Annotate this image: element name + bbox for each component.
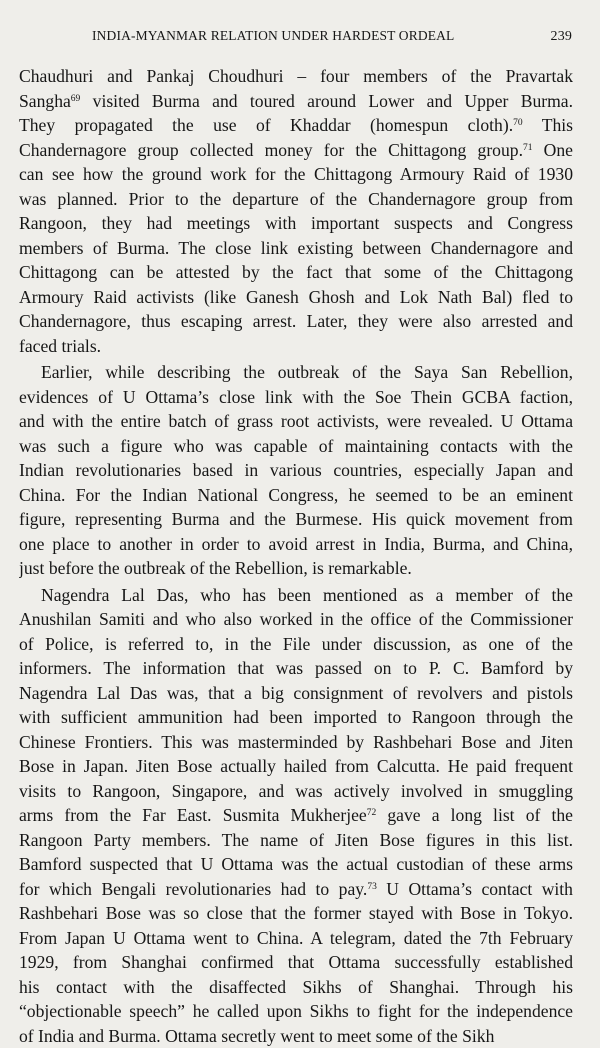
text-line bbox=[19, 730, 573, 755]
paragraph bbox=[19, 583, 573, 1048]
text-line bbox=[19, 385, 573, 410]
line-text: visits to Rangoon, Singapore, and was actively involved in smuggling bbox=[19, 781, 573, 801]
text-line bbox=[19, 64, 573, 89]
line-text: Bose in Japan. Jiten Bose actually hailed from Calcutta. He paid frequent bbox=[19, 756, 573, 776]
text-line bbox=[19, 483, 573, 508]
line-text: was planned. Prior to the departure of the Chandernagore group from bbox=[19, 189, 573, 209]
text-line bbox=[19, 113, 573, 138]
text-line bbox=[19, 852, 573, 877]
paragraph bbox=[19, 360, 573, 581]
text-line bbox=[19, 681, 573, 706]
line-text: From Japan U Ottama went to China. A telegram, dated the 7th February bbox=[19, 928, 573, 948]
line-text: Rashbehari Bose was so close that the former stayed with Bose in Tokyo. bbox=[19, 903, 573, 923]
line-text: Nagendra Lal Das was, that a big consignment of revolvers and pistols bbox=[19, 683, 573, 703]
line-text: Chittagong can be attested by the fact that some of the Chittagong bbox=[19, 262, 573, 282]
line-text: China. For the Indian National Congress, he seemed to be an eminent bbox=[19, 485, 573, 505]
text-line bbox=[19, 975, 573, 1000]
line-text: Indian revolutionaries based in various countries, especially Japan and bbox=[19, 460, 573, 480]
body-text bbox=[19, 64, 573, 1048]
line-text: Rangoon Party members. The name of Jiten Bose figures in this list. bbox=[19, 830, 573, 850]
line-text: for which Bengali revolutionaries had to pay. bbox=[19, 879, 367, 899]
text-line bbox=[19, 632, 573, 657]
text-line bbox=[19, 950, 573, 975]
text-line bbox=[19, 138, 573, 163]
line-text: can see how the ground work for the Chittagong Armoury Raid of 1930 bbox=[19, 164, 573, 184]
text-line bbox=[19, 754, 573, 779]
text-line bbox=[19, 532, 573, 557]
line-text: This bbox=[523, 115, 573, 135]
text-line bbox=[19, 360, 573, 385]
line-text: Nagendra Lal Das, who has been mentioned as a member of the bbox=[41, 585, 573, 605]
text-line bbox=[19, 285, 573, 310]
footnote-ref: 70 bbox=[513, 118, 523, 128]
line-text: Armoury Raid activists (like Ganesh Ghosh and Lok Nath Bal) fled to bbox=[19, 287, 573, 307]
line-text: and with the entire batch of grass root activists, were revealed. U Ottama bbox=[19, 411, 573, 431]
text-line bbox=[19, 236, 573, 261]
line-text: evidences of U Ottama’s close link with the Soe Thein GCBA faction, bbox=[19, 387, 573, 407]
line-text: 1929, from Shanghai confirmed that Ottama successfully established bbox=[19, 952, 573, 972]
page-header bbox=[92, 28, 572, 45]
text-line bbox=[19, 434, 573, 459]
text-line bbox=[19, 877, 573, 902]
line-text: Sangha bbox=[19, 91, 71, 111]
text-line bbox=[19, 334, 573, 359]
text-line bbox=[19, 1024, 573, 1048]
line-text: Chandernagore, thus escaping arrest. Later, they were also arrested and bbox=[19, 311, 573, 331]
text-line bbox=[19, 260, 573, 285]
line-text: Anushilan Samiti and who also worked in the office of the Commissioner bbox=[19, 609, 573, 629]
line-text: Bamford suspected that U Ottama was the actual custodian of these arms bbox=[19, 854, 573, 874]
footnote-ref: 73 bbox=[367, 882, 377, 892]
footnote-ref: 71 bbox=[523, 143, 533, 153]
line-text: one place to another in order to avoid arrest in India, Burma, and China, bbox=[19, 534, 573, 554]
text-line bbox=[19, 999, 573, 1024]
line-text: of Police, is referred to, in the File under discussion, as one of the bbox=[19, 634, 573, 654]
line-text: arms from the Far East. Susmita Mukherjee bbox=[19, 805, 367, 825]
text-line bbox=[19, 656, 573, 681]
text-line bbox=[19, 779, 573, 804]
line-text: Chinese Frontiers. This was masterminded by Rashbehari Bose and Jiten bbox=[19, 732, 573, 752]
text-line bbox=[19, 409, 573, 434]
line-text: faced trials. bbox=[19, 336, 101, 356]
line-text: members of Burma. The close link existing between Chandernagore and bbox=[19, 238, 573, 258]
page-number: 239 bbox=[551, 29, 572, 45]
text-line bbox=[19, 607, 573, 632]
paragraph bbox=[19, 64, 573, 358]
text-line bbox=[19, 309, 573, 334]
line-text: Earlier, while describing the outbreak of the Saya San Rebellion, bbox=[41, 362, 573, 382]
text-line bbox=[19, 705, 573, 730]
text-line bbox=[19, 187, 573, 212]
footnote-ref: 69 bbox=[71, 94, 81, 104]
line-text: with sufficient ammunition had been imported to Rangoon through the bbox=[19, 707, 573, 727]
text-line bbox=[19, 828, 573, 853]
running-head: INDIA-MYANMAR RELATION UNDER HARDEST ORDEAL bbox=[92, 28, 454, 44]
line-text: of India and Burma. Ottama secretly went to meet some of the Sikh bbox=[19, 1026, 494, 1046]
text-line bbox=[19, 556, 573, 581]
text-line bbox=[19, 803, 573, 828]
line-text: One bbox=[532, 140, 573, 160]
text-line bbox=[19, 211, 573, 236]
text-line bbox=[19, 926, 573, 951]
text-line bbox=[19, 583, 573, 608]
line-text: was such a figure who was capable of maintaining contacts with the bbox=[19, 436, 573, 456]
line-text: Chaudhuri and Pankaj Choudhuri – four members of the Pravartak bbox=[19, 66, 573, 86]
line-text: visited Burma and toured around Lower and Upper Burma. bbox=[80, 91, 573, 111]
text-line bbox=[19, 458, 573, 483]
text-line bbox=[19, 901, 573, 926]
line-text: gave a long list of the bbox=[376, 805, 573, 825]
line-text: just before the outbreak of the Rebellion, is remarkable. bbox=[19, 558, 412, 578]
line-text: Rangoon, they had meetings with important suspects and Congress bbox=[19, 213, 573, 233]
line-text: his contact with the disaffected Sikhs of Shanghai. Through his bbox=[19, 977, 573, 997]
line-text: U Ottama’s contact with bbox=[377, 879, 573, 899]
text-line bbox=[19, 89, 573, 114]
line-text: They propagated the use of Khaddar (homespun cloth). bbox=[19, 115, 513, 135]
line-text: “objectionable speech” he called upon Sikhs to fight for the independence bbox=[19, 1001, 573, 1021]
text-line bbox=[19, 507, 573, 532]
line-text: figure, representing Burma and the Burmese. His quick movement from bbox=[19, 509, 573, 529]
footnote-ref: 72 bbox=[367, 808, 377, 818]
line-text: Chandernagore group collected money for the Chittagong group. bbox=[19, 140, 523, 160]
text-line bbox=[19, 162, 573, 187]
line-text: informers. The information that was passed on to P. C. Bamford by bbox=[19, 658, 573, 678]
